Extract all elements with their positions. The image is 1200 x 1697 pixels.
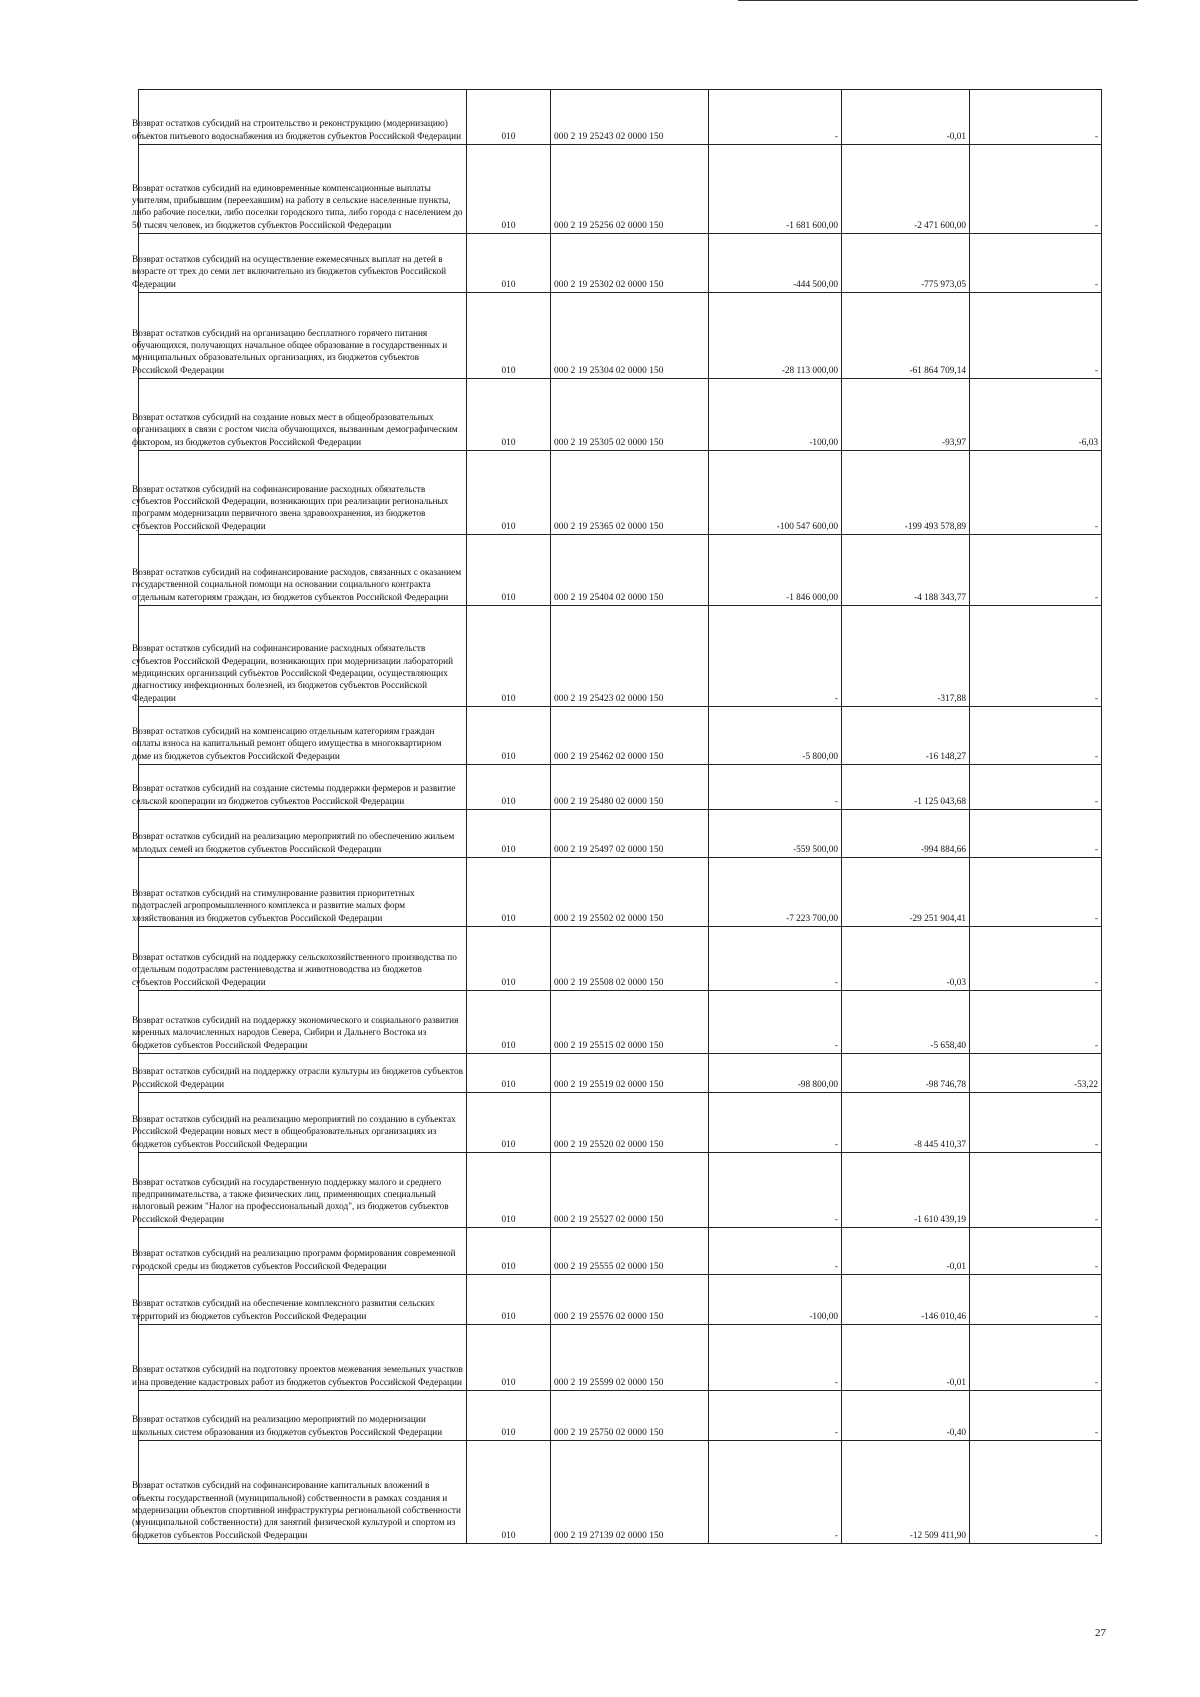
row-budget-classification-code: 000 2 19 25497 02 0000 150 (551, 810, 709, 858)
table-row (139, 90, 1102, 145)
row-description: Возврат остатков субсидий на создание системы поддержки фермеров и развитие сельской кооперации из бюджетов субъектов Российской Федерации (139, 765, 467, 810)
row-unexecuted-amount: - (970, 293, 1102, 379)
row-description: Возврат остатков субсидий на осуществление ежемесячных выплат на детей в возрасте от трех до семи лет включительно из бюджетов субъектов Российской Федерации (139, 234, 467, 293)
row-approved-amount: -100,00 (709, 1275, 842, 1325)
row-unexecuted-amount: - (970, 927, 1102, 991)
row-approved-amount: -444 500,00 (709, 234, 842, 293)
table-row (139, 234, 1102, 293)
row-approved-amount: -1 846 000,00 (709, 535, 842, 606)
row-description: Возврат остатков субсидий на строительство и реконструкцию (модернизацию) объектов питьевого водоснабжения из бюджетов субъектов Российской Федерации (139, 90, 467, 145)
row-executed-amount: -93,97 (842, 379, 970, 451)
row-line-code: 010 (467, 858, 551, 927)
row-description: Возврат остатков субсидий на софинансирование расходных обязательств субъектов Российской Федерации, возникающих при реализации региональных программ модернизации первичного звена здравоохранения, из бюджетов субъектов Российской Федерации (139, 451, 467, 535)
row-line-code: 010 (467, 451, 551, 535)
row-approved-amount: - (709, 606, 842, 707)
row-approved-amount: -7 223 700,00 (709, 858, 842, 927)
row-approved-amount: - (709, 1093, 842, 1153)
row-unexecuted-amount: - (970, 535, 1102, 606)
row-budget-classification-code: 000 2 19 25520 02 0000 150 (551, 1093, 709, 1153)
row-executed-amount: -4 188 343,77 (842, 535, 970, 606)
row-budget-classification-code: 000 2 19 25515 02 0000 150 (551, 991, 709, 1054)
row-description: Возврат остатков субсидий на организацию бесплатного горячего питания обучающихся, получающих начальное общее образование в государственных и муниципальных образовательных организациях, из бюджетов субъектов Российской Федерации (139, 293, 467, 379)
row-description: Возврат остатков субсидий на подготовку проектов межевания земельных участков и на проведение кадастровых работ из бюджетов субъектов Российской Федерации (139, 1325, 467, 1391)
budget-report-table (132, 89, 1102, 1544)
row-approved-amount: - (709, 1325, 842, 1391)
row-budget-classification-code: 000 2 19 25519 02 0000 150 (551, 1054, 709, 1093)
row-description: Возврат остатков субсидий на поддержку экономического и социального развития коренных малочисленных народов Севера, Сибири и Дальнего Востока из бюджетов субъектов Российской Федерации (139, 991, 467, 1054)
row-unexecuted-amount: - (970, 1441, 1102, 1544)
row-unexecuted-amount: - (970, 1153, 1102, 1228)
row-executed-amount: -2 471 600,00 (842, 145, 970, 234)
row-description: Возврат остатков субсидий на реализацию мероприятий по модернизации школьных систем образования из бюджетов субъектов Российской Федерации (139, 1391, 467, 1441)
row-approved-amount: - (709, 991, 842, 1054)
table-row (139, 765, 1102, 810)
table-row (139, 606, 1102, 707)
table-row (139, 379, 1102, 451)
row-budget-classification-code: 000 2 19 25243 02 0000 150 (551, 90, 709, 145)
table-row (139, 1054, 1102, 1093)
row-approved-amount: -28 113 000,00 (709, 293, 842, 379)
row-executed-amount: -98 746,78 (842, 1054, 970, 1093)
row-unexecuted-amount: - (970, 858, 1102, 927)
table-row (139, 451, 1102, 535)
row-executed-amount: -0,01 (842, 1325, 970, 1391)
row-executed-amount: -12 509 411,90 (842, 1441, 970, 1544)
table-row (139, 1228, 1102, 1275)
row-budget-classification-code: 000 2 19 27139 02 0000 150 (551, 1441, 709, 1544)
row-unexecuted-amount: - (970, 1325, 1102, 1391)
row-executed-amount: -0,01 (842, 1228, 970, 1275)
row-budget-classification-code: 000 2 19 25502 02 0000 150 (551, 858, 709, 927)
row-approved-amount: - (709, 765, 842, 810)
row-unexecuted-amount: - (970, 991, 1102, 1054)
row-approved-amount: -100,00 (709, 379, 842, 451)
table-row (139, 810, 1102, 858)
row-unexecuted-amount: - (970, 810, 1102, 858)
row-budget-classification-code: 000 2 19 25750 02 0000 150 (551, 1391, 709, 1441)
table-row (139, 1153, 1102, 1228)
row-line-code: 010 (467, 765, 551, 810)
row-description: Возврат остатков субсидий на поддержку сельскохозяйственного производства по отдельным подотраслям растениеводства и животноводства из бюджетов субъектов Российской Федерации (139, 927, 467, 991)
table-row (139, 535, 1102, 606)
row-unexecuted-amount: - (970, 1391, 1102, 1441)
row-unexecuted-amount: - (970, 451, 1102, 535)
row-budget-classification-code: 000 2 19 25305 02 0000 150 (551, 379, 709, 451)
row-executed-amount: -1 610 439,19 (842, 1153, 970, 1228)
row-line-code: 010 (467, 535, 551, 606)
table-row (139, 1275, 1102, 1325)
row-line-code: 010 (467, 1441, 551, 1544)
row-description: Возврат остатков субсидий на создание новых мест в общеобразовательных организациях в связи с ростом числа обучающихся, вызванным демографическим фактором, из бюджетов субъектов Российской Федерации (139, 379, 467, 451)
row-budget-classification-code: 000 2 19 25508 02 0000 150 (551, 927, 709, 991)
row-approved-amount: - (709, 1391, 842, 1441)
row-executed-amount: -29 251 904,41 (842, 858, 970, 927)
row-description: Возврат остатков субсидий на софинансирование расходных обязательств субъектов Российской Федерации, возникающих при модернизации лабораторий медицинских организаций субъектов Российской Федерации, осуществляющих диагностику инфекционных болезней, из бюджетов субъектов Российской Федерации (139, 606, 467, 707)
table-row (139, 707, 1102, 765)
row-line-code: 010 (467, 293, 551, 379)
row-line-code: 010 (467, 90, 551, 145)
row-budget-classification-code: 000 2 19 25302 02 0000 150 (551, 234, 709, 293)
row-line-code: 010 (467, 927, 551, 991)
row-unexecuted-amount: - (970, 765, 1102, 810)
row-description: Возврат остатков субсидий на государственную поддержку малого и среднего предпринимательства, а также физических лиц, применяющих специальный налоговый режим "Налог на профессиональный доход", из бюджетов субъектов Российской Федерации (139, 1153, 467, 1228)
row-budget-classification-code: 000 2 19 25576 02 0000 150 (551, 1275, 709, 1325)
row-line-code: 010 (467, 606, 551, 707)
top-rule (738, 0, 1138, 1)
row-approved-amount: - (709, 1228, 842, 1275)
row-approved-amount: - (709, 90, 842, 145)
row-approved-amount: -5 800,00 (709, 707, 842, 765)
row-description: Возврат остатков субсидий на поддержку отрасли культуры из бюджетов субъектов Российской Федерации (139, 1054, 467, 1093)
row-line-code: 010 (467, 1391, 551, 1441)
row-line-code: 010 (467, 1054, 551, 1093)
row-approved-amount: - (709, 1153, 842, 1228)
row-executed-amount: -16 148,27 (842, 707, 970, 765)
row-executed-amount: -0,01 (842, 90, 970, 145)
table-row (139, 858, 1102, 927)
row-unexecuted-amount: - (970, 606, 1102, 707)
row-approved-amount: - (709, 927, 842, 991)
row-line-code: 010 (467, 1275, 551, 1325)
table-row (139, 1391, 1102, 1441)
row-description: Возврат остатков субсидий на компенсацию отдельным категориям граждан оплаты взноса на капитальный ремонт общего имущества в многоквартирном доме из бюджетов субъектов Российской Федерации (139, 707, 467, 765)
row-budget-classification-code: 000 2 19 25462 02 0000 150 (551, 707, 709, 765)
row-line-code: 010 (467, 1325, 551, 1391)
row-description: Возврат остатков субсидий на единовременные компенсационные выплаты учителям, прибывшим (переехавшим) на работу в сельские населенные пункты, либо рабочие поселки, либо поселки городского типа, либо города с населением до 50 тысяч человек, из бюджетов субъектов Российской Федерации (139, 145, 467, 234)
table-row (139, 1325, 1102, 1391)
row-budget-classification-code: 000 2 19 25423 02 0000 150 (551, 606, 709, 707)
row-executed-amount: -0,40 (842, 1391, 970, 1441)
row-unexecuted-amount: - (970, 90, 1102, 145)
row-line-code: 010 (467, 379, 551, 451)
row-budget-classification-code: 000 2 19 25527 02 0000 150 (551, 1153, 709, 1228)
row-approved-amount: -1 681 600,00 (709, 145, 842, 234)
row-description: Возврат остатков субсидий на реализацию мероприятий по обеспечению жильем молодых семей из бюджетов субъектов Российской Федерации (139, 810, 467, 858)
row-executed-amount: -1 125 043,68 (842, 765, 970, 810)
row-unexecuted-amount: - (970, 234, 1102, 293)
row-description: Возврат остатков субсидий на обеспечение комплексного развития сельских территорий из бюджетов субъектов Российской Федерации (139, 1275, 467, 1325)
row-unexecuted-amount: - (970, 1093, 1102, 1153)
row-description: Возврат остатков субсидий на стимулирование развития приоритетных подотраслей агропромышленного комплекса и развитие малых форм хозяйствования из бюджетов субъектов Российской Федерации (139, 858, 467, 927)
row-line-code: 010 (467, 145, 551, 234)
row-executed-amount: -8 445 410,37 (842, 1093, 970, 1153)
row-executed-amount: -146 010,46 (842, 1275, 970, 1325)
row-line-code: 010 (467, 1093, 551, 1153)
row-description: Возврат остатков субсидий на реализацию мероприятий по созданию в субъектах Российской Федерации новых мест в общеобразовательных организациях из бюджетов субъектов Российской Федерации (139, 1093, 467, 1153)
row-unexecuted-amount: - (970, 707, 1102, 765)
row-executed-amount: -994 884,66 (842, 810, 970, 858)
row-unexecuted-amount: - (970, 145, 1102, 234)
row-approved-amount: -98 800,00 (709, 1054, 842, 1093)
row-approved-amount: - (709, 1441, 842, 1544)
table-row (139, 991, 1102, 1054)
row-line-code: 010 (467, 1153, 551, 1228)
row-unexecuted-amount: - (970, 1275, 1102, 1325)
table-row (139, 1441, 1102, 1544)
row-budget-classification-code: 000 2 19 25304 02 0000 150 (551, 293, 709, 379)
table-row (139, 145, 1102, 234)
row-description: Возврат остатков субсидий на софинансирование расходов, связанных с оказанием государственной социальной помощи на основании социального контракта отдельным категориям граждан, из бюджетов субъектов Российской Федерации (139, 535, 467, 606)
row-budget-classification-code: 000 2 19 25404 02 0000 150 (551, 535, 709, 606)
row-budget-classification-code: 000 2 19 25599 02 0000 150 (551, 1325, 709, 1391)
row-approved-amount: -100 547 600,00 (709, 451, 842, 535)
row-executed-amount: -0,03 (842, 927, 970, 991)
row-budget-classification-code: 000 2 19 25555 02 0000 150 (551, 1228, 709, 1275)
row-executed-amount: -199 493 578,89 (842, 451, 970, 535)
row-unexecuted-amount: - (970, 1228, 1102, 1275)
row-executed-amount: -61 864 709,14 (842, 293, 970, 379)
row-executed-amount: -5 658,40 (842, 991, 970, 1054)
row-line-code: 010 (467, 234, 551, 293)
row-line-code: 010 (467, 1228, 551, 1275)
row-line-code: 010 (467, 707, 551, 765)
row-unexecuted-amount: -6,03 (970, 379, 1102, 451)
row-description: Возврат остатков субсидий на софинансирование капитальных вложений в объекты государственной (муниципальной) собственности в рамках создания и модернизации объектов спортивной инфраструктуры региональной собственности (муниципальной собственности) для занятий физической культурой и спортом из бюджетов субъектов Российской Федерации (139, 1441, 467, 1544)
row-line-code: 010 (467, 991, 551, 1054)
page-number: 27 (1095, 1627, 1106, 1639)
row-description: Возврат остатков субсидий на реализацию программ формирования современной городской среды из бюджетов субъектов Российской Федерации (139, 1228, 467, 1275)
row-executed-amount: -317,88 (842, 606, 970, 707)
row-budget-classification-code: 000 2 19 25256 02 0000 150 (551, 145, 709, 234)
row-line-code: 010 (467, 810, 551, 858)
row-executed-amount: -775 973,05 (842, 234, 970, 293)
row-approved-amount: -559 500,00 (709, 810, 842, 858)
row-unexecuted-amount: -53,22 (970, 1054, 1102, 1093)
row-budget-classification-code: 000 2 19 25365 02 0000 150 (551, 451, 709, 535)
table-row (139, 293, 1102, 379)
table-row (139, 927, 1102, 991)
table-row (139, 1093, 1102, 1153)
row-budget-classification-code: 000 2 19 25480 02 0000 150 (551, 765, 709, 810)
